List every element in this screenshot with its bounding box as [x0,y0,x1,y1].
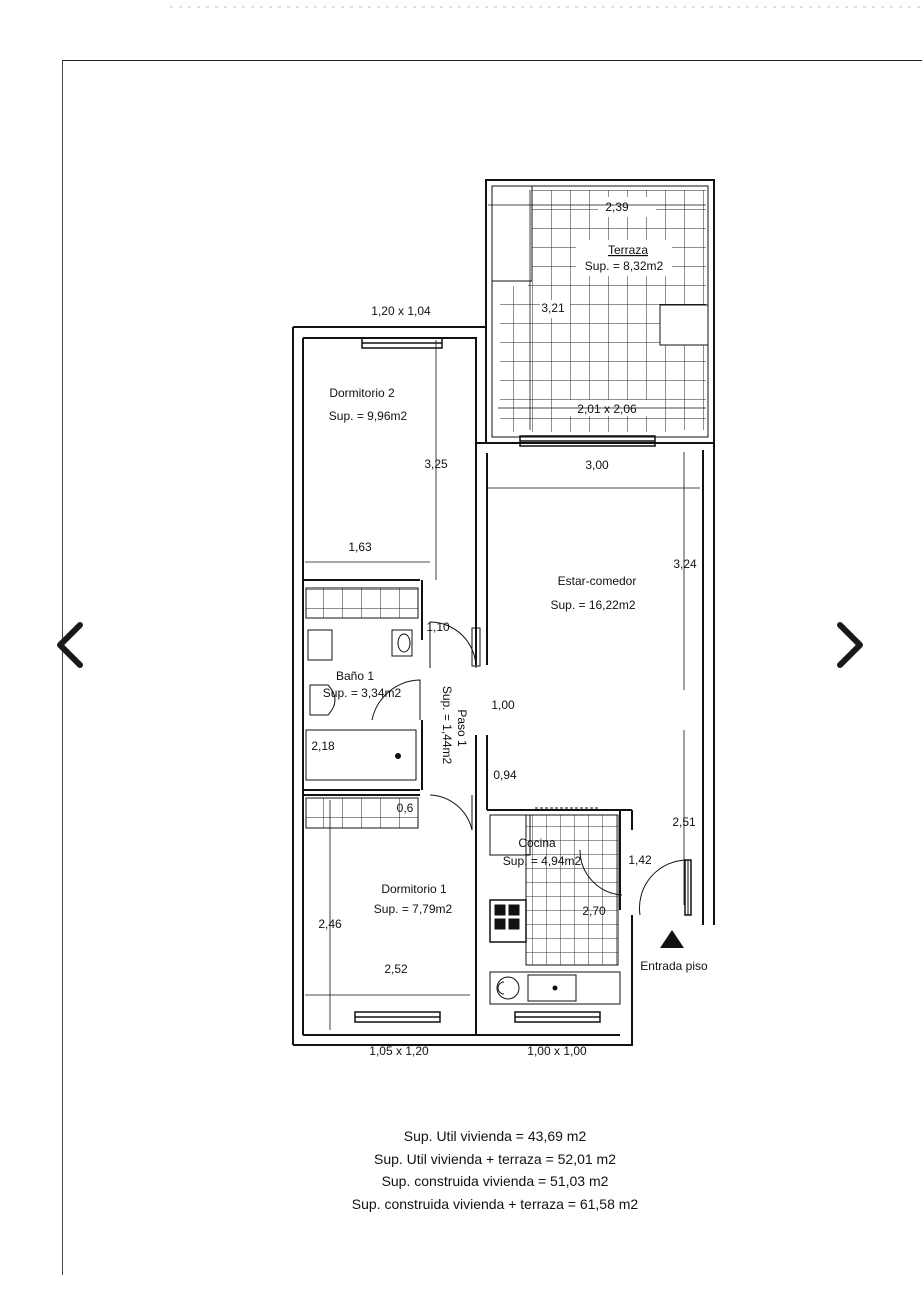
dim-142: 1,42 [628,853,652,867]
dim-100x100: 1,00 x 1,00 [527,1044,587,1058]
bano1-name: Baño 1 [335,669,375,683]
area-summary [300,1125,690,1215]
next-image-button[interactable] [826,616,874,674]
dim-06: 0,6 [396,801,414,815]
dim-252: 2,52 [384,962,408,976]
dim-201x206: 2,01 x 2,06 [577,402,637,416]
summary-line: Sup. construida vivienda = 51,03 m2 [381,1173,609,1189]
dim-300: 3,00 [585,458,609,472]
dim-325: 3,25 [424,457,448,471]
entrance-label: Entrada piso [640,959,708,973]
dim-324: 3,24 [673,557,697,571]
terraza-name: Terraza [607,243,649,257]
bano1-area: Sup. = 3,34m2 [322,686,402,700]
dormitorio2-name: Dormitorio 2 [329,386,395,400]
dim-163: 1,63 [348,540,372,554]
summary-line: Sup. Util vivienda + terraza = 52,01 m2 [373,1150,617,1167]
paso1-name: Paso 1 [455,709,469,747]
summary-line: Sup. construida vivienda + terraza = 61,58 m2 [351,1195,639,1212]
dim-094: 0,94 [493,768,517,782]
dim-110: 1,10 [426,620,450,634]
bathroom-fixtures [306,588,418,828]
terraza-area-value: Sup. = 8,32m2 [584,259,664,273]
dim-270: 2,70 [582,904,606,918]
cocina-area: Sup. = 4,94m2 [502,854,582,868]
paso1-area: Sup. = 1,44m2 [440,685,454,765]
estar-name: Estar-comedor [557,574,637,588]
dim-105x120: 1,05 x 1,20 [369,1044,429,1058]
entrance-arrow-icon [660,930,684,948]
dormitorio1-area: Sup. = 7,79m2 [373,902,453,916]
dormitorio1-name: Dormitorio 1 [381,882,447,896]
estar-area: Sup. = 16,22m2 [550,598,636,612]
dim-239: 2,39 [605,200,629,214]
chevron-left-icon [50,619,90,671]
dormitorio2-area: Sup. = 9,96m2 [328,409,408,423]
dim-251: 2,51 [672,815,696,829]
cocina-name: Cocina [518,836,556,850]
dim-218: 2,18 [311,739,335,753]
summary-line: Sup. Util vivienda = 43,69 m2 [403,1128,587,1144]
dim-246: 2,46 [318,917,342,931]
dim-100: 1,00 [491,698,515,712]
dim-120x104: 1,20 x 1,04 [371,304,431,318]
previous-image-button[interactable] [46,616,94,674]
chevron-right-icon [830,619,870,671]
dim-321: 3,21 [541,301,565,315]
